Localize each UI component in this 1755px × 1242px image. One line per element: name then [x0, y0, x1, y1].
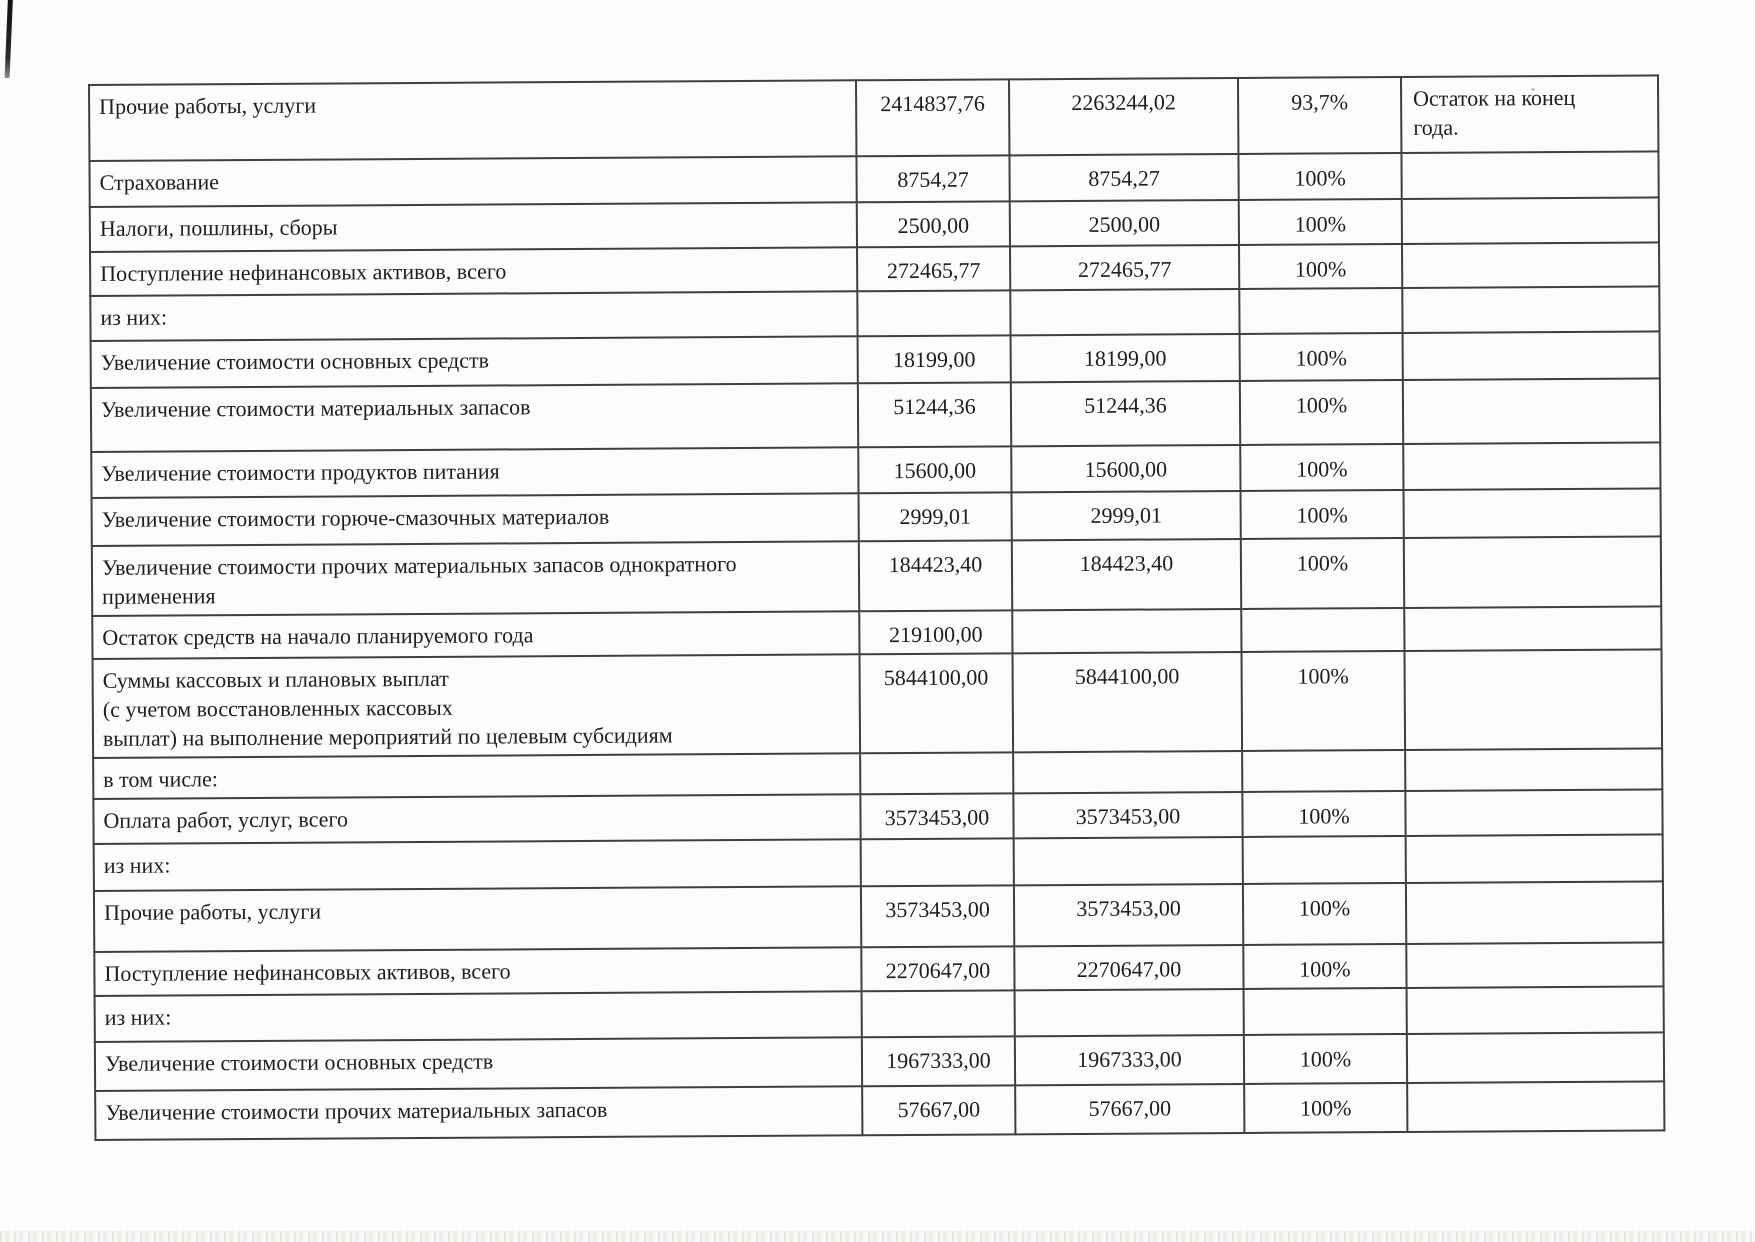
row-label-cell: Увеличение стоимости основных средств	[95, 1038, 862, 1092]
planned-amount-cell	[861, 839, 1014, 887]
note-cell	[1406, 835, 1663, 884]
planned-amount-cell: 3573453,00	[861, 886, 1014, 948]
row-label-cell: Прочие работы, услуги	[89, 80, 856, 161]
actual-amount-cell: 18199,00	[1011, 334, 1240, 382]
note-cell	[1404, 650, 1662, 751]
row-label-cell: Поступление нефинансовых активов, всего	[94, 948, 861, 997]
percent-cell: 100%	[1243, 883, 1406, 945]
note-cell	[1406, 943, 1663, 989]
table-row	[94, 882, 1663, 953]
row-label-cell: Увеличение стоимости прочих материальных запасов однократного применения	[92, 541, 859, 616]
actual-amount-cell: 5844100,00	[1012, 652, 1242, 752]
row-label-cell: Увеличение стоимости продуктов питания	[91, 447, 858, 498]
percent-cell: 100%	[1239, 199, 1402, 245]
row-label-cell: в том числе:	[93, 754, 860, 800]
percent-cell: 100%	[1238, 153, 1401, 200]
row-label-cell: Оплата работ, услуг, всего	[93, 795, 860, 845]
actual-amount-cell: 3573453,00	[1014, 884, 1243, 946]
actual-amount-cell	[1010, 289, 1239, 335]
note-cell	[1407, 987, 1664, 1035]
percent-cell: 100%	[1244, 1034, 1407, 1084]
note-cell	[1402, 242, 1659, 288]
percent-cell: 100%	[1240, 444, 1403, 491]
note-cell	[1407, 1082, 1664, 1133]
row-label-cell: Налоги, пошлины, сборы	[90, 202, 857, 252]
actual-amount-cell: 3573453,00	[1013, 792, 1242, 838]
actual-amount-cell: 8754,27	[1009, 154, 1238, 201]
percent-cell	[1241, 608, 1404, 652]
table-body	[89, 75, 1664, 1140]
actual-amount-cell: 1967333,00	[1015, 1035, 1244, 1085]
table-wrapper	[88, 74, 1665, 1141]
percent-cell	[1244, 988, 1407, 1035]
note-cell	[1404, 606, 1661, 651]
planned-amount-cell: 2414837,76	[856, 79, 1009, 156]
planned-amount-cell: 15600,00	[858, 446, 1011, 493]
note-cell	[1403, 378, 1660, 444]
actual-amount-cell	[1013, 751, 1242, 793]
percent-cell: 100%	[1240, 380, 1403, 445]
row-label-cell: из них:	[94, 840, 861, 892]
percent-cell: 100%	[1244, 1083, 1407, 1133]
table-row	[93, 650, 1663, 759]
percent-cell: 100%	[1243, 944, 1406, 989]
percent-cell	[1243, 836, 1406, 884]
note-cell	[1407, 1033, 1664, 1084]
percent-cell: 100%	[1241, 651, 1405, 751]
table-row	[91, 378, 1660, 452]
note-cell	[1402, 286, 1659, 333]
budget-execution-table	[88, 74, 1665, 1141]
row-label-cell: Увеличение стоимости основных средств	[91, 336, 858, 388]
planned-amount-cell: 1967333,00	[862, 1037, 1015, 1087]
percent-cell: 93,7%	[1238, 77, 1401, 154]
actual-amount-cell: 2270647,00	[1014, 945, 1243, 990]
note-cell	[1405, 749, 1662, 792]
note-cell	[1404, 536, 1661, 608]
actual-amount-cell: 272465,77	[1010, 245, 1239, 290]
actual-amount-cell: 2500,00	[1010, 200, 1239, 246]
percent-cell: 100%	[1239, 244, 1402, 289]
row-label-cell: Остаток средств на начало планируемого года	[92, 611, 859, 659]
planned-amount-cell: 3573453,00	[860, 794, 1013, 840]
percent-cell: 100%	[1240, 333, 1403, 381]
planned-amount-cell: 272465,77	[857, 246, 1010, 291]
actual-amount-cell: 2263244,02	[1009, 78, 1238, 155]
planned-amount-cell: 2270647,00	[861, 947, 1014, 992]
percent-cell: 100%	[1242, 791, 1405, 837]
planned-amount-cell	[862, 991, 1015, 1038]
planned-amount-cell: 57667,00	[862, 1086, 1015, 1136]
actual-amount-cell: 51244,36	[1011, 381, 1240, 446]
actual-amount-cell	[1012, 609, 1241, 653]
planned-amount-cell: 8754,27	[856, 155, 1009, 202]
row-label-cell: из них:	[95, 992, 862, 1043]
planned-amount-cell: 51244,36	[858, 382, 1011, 447]
row-label-cell: Прочие работы, услуги	[94, 887, 861, 953]
actual-amount-cell: 2999,01	[1012, 491, 1241, 540]
note-cell	[1404, 488, 1661, 538]
table-row	[89, 75, 1658, 161]
planned-amount-cell: 219100,00	[859, 610, 1012, 654]
scan-bottom-artifact	[0, 1231, 1755, 1242]
scan-edge-artifact	[5, 0, 13, 78]
actual-amount-cell	[1014, 837, 1243, 885]
table-row	[92, 536, 1661, 616]
planned-amount-cell: 18199,00	[858, 335, 1011, 383]
table-row	[95, 1082, 1664, 1141]
actual-amount-cell	[1015, 989, 1244, 1036]
planned-amount-cell: 2500,00	[857, 201, 1010, 247]
row-label-cell: Увеличение стоимости прочих материальных запасов	[95, 1087, 862, 1141]
percent-cell	[1239, 288, 1402, 334]
row-label-cell: Увеличение стоимости материальных запасов	[91, 383, 858, 452]
row-label-cell: Поступление нефинансовых активов, всего	[90, 247, 857, 296]
note-cell: Остаток на конец года.	[1401, 75, 1658, 153]
row-label-cell: Страхование	[89, 156, 856, 207]
planned-amount-cell: 5844100,00	[859, 653, 1013, 753]
planned-amount-cell: 2999,01	[859, 492, 1012, 541]
percent-cell: 100%	[1241, 490, 1404, 539]
row-label-cell: Суммы кассовых и плановых выплат (с учетом восстановленных кассовых выплат) на выполнение мероприятий по целевым субсидиям	[93, 654, 861, 758]
note-cell	[1405, 790, 1662, 837]
percent-cell: 100%	[1241, 538, 1404, 609]
actual-amount-cell: 15600,00	[1011, 445, 1240, 492]
note-cell	[1403, 331, 1660, 380]
note-cell	[1402, 197, 1659, 244]
row-label-cell: из них:	[90, 291, 857, 341]
actual-amount-cell: 184423,40	[1012, 539, 1241, 610]
note-cell	[1403, 442, 1660, 490]
note-cell	[1401, 151, 1658, 199]
actual-amount-cell: 57667,00	[1015, 1084, 1244, 1134]
percent-cell	[1242, 750, 1405, 792]
note-cell	[1406, 882, 1663, 945]
planned-amount-cell	[857, 290, 1010, 336]
planned-amount-cell	[860, 753, 1013, 795]
planned-amount-cell: 184423,40	[859, 540, 1012, 611]
row-label-cell: Увеличение стоимости горюче-смазочных материалов	[92, 493, 859, 546]
